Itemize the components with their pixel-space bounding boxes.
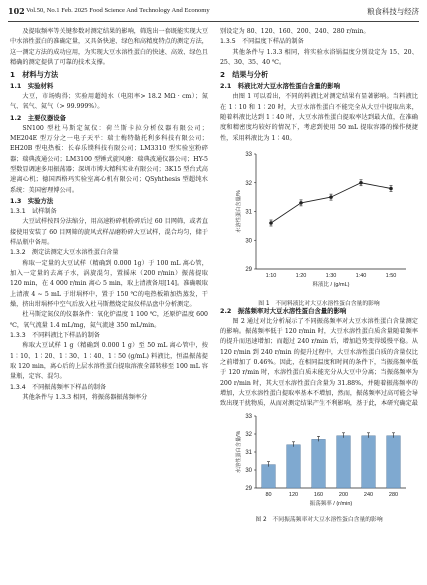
- x-tick-label: 80: [265, 491, 272, 498]
- x-axis-label: 料液比 / (g/mL): [312, 281, 350, 288]
- subsubsection-heading: 1.3.1 试样制备: [10, 207, 57, 215]
- subsection-heading: 1.2 主要仪器设备: [10, 113, 67, 122]
- figure-1: [220, 146, 418, 306]
- bar: [337, 435, 351, 487]
- figure-2: [220, 412, 418, 524]
- bar: [262, 464, 276, 487]
- figure-1-caption: 图 1 不同料液比对大豆水溶性蛋白含量的影响: [258, 301, 380, 308]
- x-tick-label: 240: [363, 491, 374, 498]
- figure-2-caption: 图 2 不同振荡频率对大豆水溶性蛋白含量的影响: [255, 516, 383, 523]
- section-heading: 1 材料与方法: [10, 70, 59, 80]
- y-tick-label: 33: [245, 151, 252, 158]
- x-tick-label: 200: [338, 491, 349, 498]
- subsubsection-heading: 1.3.2 测定法测定大豆水溶性蛋白含量: [10, 249, 119, 257]
- data-point: [359, 181, 363, 185]
- subsubsection-heading: 1.3.5 不同温度下样品的制备: [220, 38, 304, 46]
- journal-category: 粮食科技与经济: [367, 7, 419, 16]
- left-column: [10, 27, 208, 403]
- paragraph: 其他条件与 1.3.3 相同，将振荡器振荡频率分: [22, 394, 148, 402]
- y-tick-label: 32: [245, 180, 252, 187]
- paragraph: 大豆，市场购得；实验用超纯水（电阻率> 18.2 MΩ · cm）；氮气、氧气、氦气（> 99.999%）。: [10, 93, 208, 111]
- bar: [287, 444, 301, 487]
- y-tick-label: 31: [245, 449, 252, 456]
- right-top-text: [220, 27, 418, 144]
- y-tick-label: 30: [245, 467, 252, 474]
- bar: [362, 435, 376, 487]
- figure-1-chart: [220, 146, 418, 296]
- subsection-heading: 1.1 实验材料: [10, 82, 54, 91]
- x-tick-label: 1:50: [385, 272, 397, 279]
- journal-title: Vol.50, No.1 Feb. 2025 Food Science And Technology And Economy: [26, 7, 210, 14]
- y-tick-label: 33: [245, 413, 252, 420]
- series-line: [271, 183, 391, 223]
- y-tick-label: 31: [245, 209, 252, 216]
- subsubsection-heading: 1.3.4 不同振荡频率下样品的制备: [10, 383, 107, 391]
- x-tick-label: 1:40: [355, 272, 367, 279]
- subsubsection-heading: 1.3.3 不同料液比下样品的制备: [10, 331, 100, 339]
- right-mid-text: [220, 306, 418, 410]
- data-point: [329, 195, 333, 199]
- x-tick-label: 120: [288, 491, 299, 498]
- page-header: [8, 6, 419, 20]
- x-tick-label: 1:10: [265, 272, 277, 279]
- data-point: [299, 201, 303, 205]
- paragraph: 图 2 通过对比分析展示了不同振荡频率对大豆水溶性蛋白含量测定的影响。振荡频率低于 120 r/min 时，大豆水溶性蛋白质含量随着频率的提升而迅速增加；而超过 240 r/min 后，增加趋势变得缓慢平稳。从 120 r/min 到 240 r/min 的提升过程中，大豆水溶性蛋白质的含量仅比之前增加了 0.46%。因此，在相同温度和时间的条件下，当振荡频率低于 120 r/min 时，水溶性蛋白质未能充分从大豆中分离；当振荡频率为 200 r/min 时，其大豆水溶性蛋白含量为 31.88%，并随着振荡频率的增加，大豆水溶性蛋白提取率基本不增加，然而，振荡频率过高可能会导致出现干扰物质，从而对测定结果产生不利影响，基于此，本研究确定最: [220, 317, 418, 408]
- data-point: [269, 221, 273, 225]
- x-tick-label: 160: [313, 491, 324, 498]
- paragraph: 别设定为 80、120、160、200、240、280 r/min。: [220, 28, 370, 35]
- data-point: [389, 187, 393, 191]
- y-axis-label: 水溶性蛋白含量/%: [236, 430, 242, 473]
- x-tick-label: 1:30: [325, 272, 337, 279]
- paragraph: SN100 型杜马斯定氮仪：荷兰斯卡拉分析仪器有限公司；ME204E 型万分之一电子天平：瑞士梅特勒托利多科技有限公司；EH20B 型电热板：长春乐镤科技有限公司；LM3310 型实验室粉碎器；瑞典波通公司；LM3100 型锤式旋风磨：瑞典波通仪器公司；HY-5 型数显调速多用振荡器；深圳市博大精科实业有限公司；3K15 型台式高速离心机；德国西格玛实验室离心机有限公司；QSyhthesis 型超纯水系统：美国密理博公司。: [10, 124, 208, 194]
- section-heading: 2 结果与分析: [220, 70, 269, 80]
- bar: [312, 439, 326, 488]
- y-tick-label: 30: [245, 238, 252, 245]
- figure-2-chart: [220, 412, 418, 512]
- x-tick-label: 280: [388, 491, 399, 498]
- bar: [387, 435, 401, 487]
- paragraph: 称取大豆试样 1 g（精确到 0.000 1 g）至 50 mL 离心管中，按 1∶10、1∶20、1∶30、1∶40、1∶50 (g/mL) 料液比，恒温振荡提取 120 min，离心后的上层水溶性蛋白提取溶液全部转移至 100 mL 容量瓶，定容、混匀。: [10, 342, 208, 381]
- x-tick-label: 1:20: [295, 272, 307, 279]
- y-tick-label: 32: [245, 431, 252, 438]
- y-tick-label: 29: [245, 266, 252, 273]
- paragraph: 称取一定量的大豆试样（精确到 0.000 1g）于 100 mL 离心管，加入一定量的去离子水，涡旋混匀，置摇床（200 r/min）振荡提取 120 min，在 4 000 r/min 离心 5 min，取上清液备用[14]。准确吸取上清液 4 ~ 5 mL 于坩埚杯中，置于 150 ℃的电热板箱加热蒸发，干燥，挤出坩埚杯中空气后放入杜马斯燃烧定氮仪样品盘中分析测定。: [10, 259, 208, 308]
- paragraph: 由图 1 可以看出，不同的料液比对测定结果有显著影响。当料液比在 1∶10 和 1∶20 时，大豆水溶性蛋白不能完全从大豆中提取出来，随着料液比达到 1∶40 时，大豆水溶性蛋白提取率达到最大值，在准确度和精密度均较好的情况下，考虑到使用 50 mL 提取容器的操作便捷性，采用料液比为 1∶40。: [220, 93, 418, 142]
- y-tick-label: 29: [245, 485, 252, 492]
- paragraph: 其他条件与 1.3.3 相同，将实验水浴锅温度分别设定为 15、20、25、30、35、40 ℃。: [220, 48, 418, 67]
- x-axis-label: 振荡频率 / (r/min): [309, 500, 353, 507]
- page-number: 102: [8, 6, 25, 16]
- header-rule: [8, 21, 419, 22]
- paragraph: 杜马斯定氮仪的仪器条件：氧化炉温度 1 100 ℃，还原炉温度 600 ℃，氧气流量 1.4 mL/mg，氦气流速 350 mL/min。: [10, 311, 208, 329]
- right-column: [220, 27, 418, 524]
- subsection-heading: 1.3 实验方法: [10, 196, 54, 205]
- y-axis-label: 水溶性蛋白含量/%: [236, 190, 242, 233]
- paragraph: 大豆试样按四分法缩分，用高速粉碎机粉碎后过 60 目网筛，或者直接使用安装了 60 目网筛的旋风式样品磨粉碎大豆试样，混合均匀，储于样品瓶中备用。: [10, 218, 208, 246]
- subsection-heading: 2.2 振荡频率对大豆水溶性蛋白含量的影响: [220, 306, 347, 315]
- subsection-heading: 2.1 料液比对大豆水溶性蛋白含量的影响: [220, 82, 340, 91]
- paragraph: 及提取频率等关键参数对测定结果的影响，筛选出一套既能实现大豆中水溶性蛋白的准确定量，又具备快速、绿色和高精度特点的测定方法，这一测定方法的成功应用，为实现大豆水溶性蛋白的快速、高效、绿色且精确的测定提供了可靠的技术支撑。: [10, 28, 209, 66]
